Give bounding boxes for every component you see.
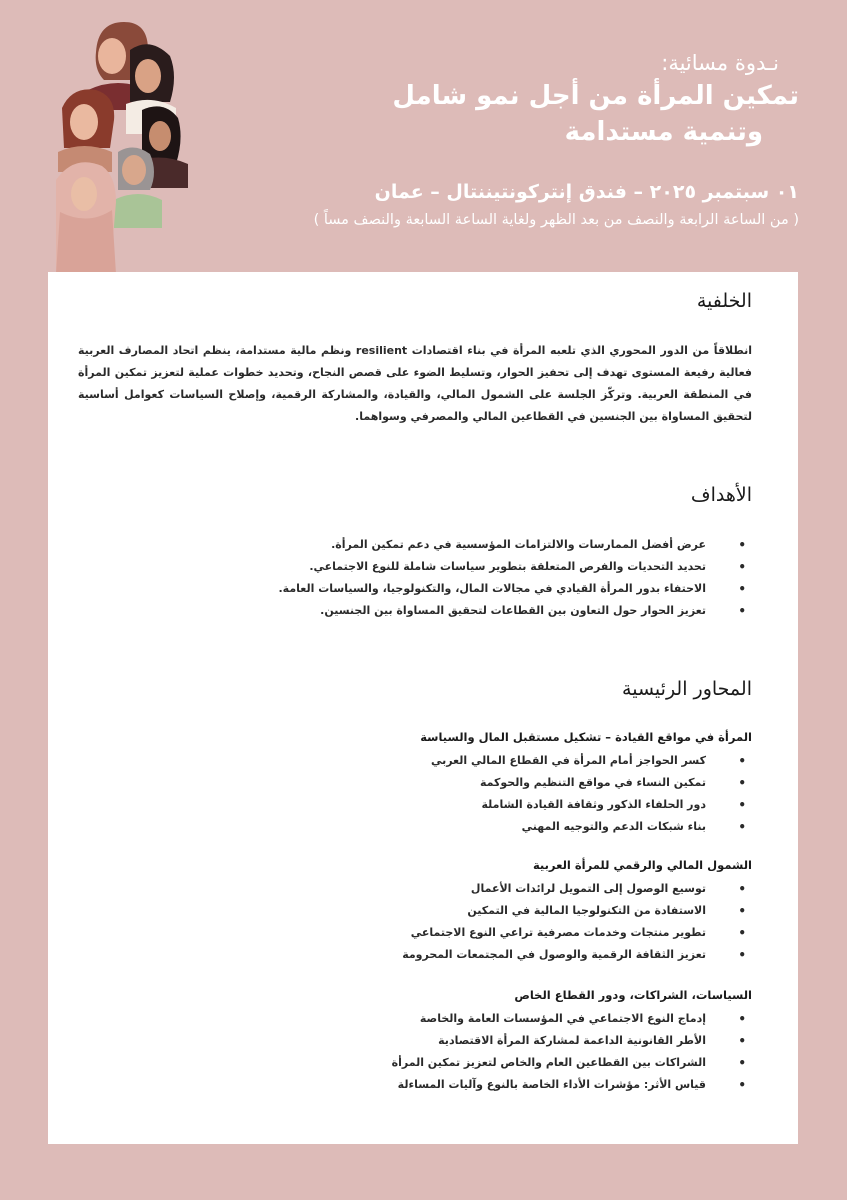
list-item: • بناء شبكات الدعم والتوجيه المهني [431, 816, 752, 838]
axis-list-policies [392, 1008, 752, 1096]
event-time: ( من الساعة الرابعة والنصف من بعد الظهر ولغاية الساعة السابعة والنصف مساً ) [313, 212, 799, 228]
women-illustration [48, 12, 198, 274]
axis-title-policies: السياسات، الشراكات، ودور القطاع الخاص [514, 988, 752, 1002]
list-item: • تمكين النساء في مواقع التنظيم والحوكمة [431, 772, 752, 794]
axis-list-inclusion [402, 878, 752, 966]
list-item: • عرض أفضل الممارسات والالتزامات المؤسسية في دعم تمكين المرأة. [278, 534, 752, 556]
objectives-title: الأهداف [690, 484, 752, 506]
axis-list-leadership [431, 750, 752, 838]
axis-title-leadership: المرأة في مواقع القيادة – تشكيل مستقبل المال والسياسة [420, 730, 752, 744]
seminar-subtitle: نـدوة مسائية: [661, 51, 779, 75]
list-item: • قياس الأثر: مؤشرات الأداء الخاصة بالنوع وآليات المساءلة [392, 1074, 752, 1096]
seminar-title-line2: وتنمية مستدامة [564, 117, 763, 147]
list-item: • الأطر القانونية الداعمة لمشاركة المرأة الاقتصادية [392, 1030, 752, 1052]
list-item: • إدماج النوع الاجتماعي في المؤسسات العامة والخاصة [392, 1008, 752, 1030]
list-item: • تعزيز الثقافة الرقمية والوصول في المجتمعات المحرومة [402, 944, 752, 966]
list-item: • كسر الحواجز أمام المرأة في القطاع المالي العربي [431, 750, 752, 772]
background-paragraph: انطلاقاً من الدور المحوري الذي تلعبه المرأة في بناء اقتصادات resilient ونظم مالية مستدامة، ينظم اتحاد المصارف العربية فعالية رفيعة المستوى تهدف إلى تحفيز الحوار، وتسليط الضوء على قصص النجاح، وتحديد خطوات عملية لتعزيز تمكين المرأة في المنطقة العربية. وتركّز الجلسة على الشمول المالي، والقيادة، والمشاركة الرقمية، وإصلاح السياسات كعوامل أساسية لتحقيق المساواة بين الجنسين في القطاعين المالي والمصرفي وسواهما. [78, 344, 753, 423]
list-item: • الاحتفاء بدور المرأة القيادي في مجالات المال، والتكنولوجيا، والسياسات العامة. [278, 578, 752, 600]
date-venue: ٠١ سبتمبر ٢٠٢٥ – فندق إنتركونتيننتال – عمان [374, 181, 799, 203]
axes-title: المحاور الرئيسية [622, 678, 752, 700]
content-card [48, 272, 798, 1144]
axis-title-inclusion: الشمول المالي والرقمي للمرأة العربية [532, 858, 752, 872]
list-item: • الشراكات بين القطاعين العام والخاص لتعزيز تمكين المرأة [392, 1052, 752, 1074]
seminar-title-line1: تمكين المرأة من أجل نمو شامل [392, 81, 799, 111]
list-item: • توسيع الوصول إلى التمويل لرائدات الأعمال [402, 878, 752, 900]
background-title: الخلفية [696, 290, 752, 312]
objectives-list [278, 534, 752, 622]
list-item: • تعزيز الحوار حول التعاون بين القطاعات لتحقيق المساواة بين الجنسين. [278, 600, 752, 622]
page-header [0, 0, 847, 272]
list-item: • دور الحلفاء الذكور وثقافة القيادة الشاملة [431, 794, 752, 816]
list-item: • تحديد التحديات والفرص المتعلقة بتطوير سياسات شاملة للنوع الاجتماعي. [278, 556, 752, 578]
list-item: • الاستفادة من التكنولوجيا المالية في التمكين [402, 900, 752, 922]
list-item: • تطوير منتجات وخدمات مصرفية تراعي النوع الاجتماعي [402, 922, 752, 944]
